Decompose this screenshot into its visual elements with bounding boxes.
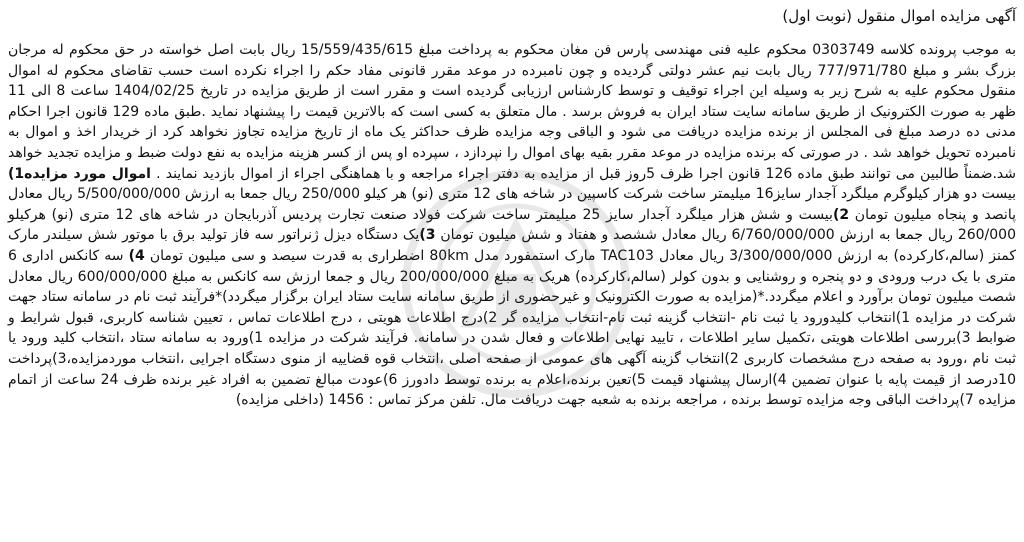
- auction-notice: [6, 4, 1018, 538]
- item-4-number: 4): [128, 247, 145, 264]
- item-2-number: 2): [832, 206, 850, 223]
- item-4-and-process-description: سه کانکس اداری 6 متری با یک درب ورودی و دو پنجره و روشنایی و بدون کولر (سالم،کارکرده) هریک به مبلغ 200/000/000 ریال و جمعا ارزش سه کانکس به مبلغ 600/000/000 ریال معادل شصت میلیون تومان برآورد و اعلام میگردد.*(مزایده به صورت الکترونیک و غیرحضوری از طریق سامانه سایت ستاد ایران برگزار میگردد)*فرآیند ثبت نام در سامانه ستاد جهت شرکت در مزایده 1)انتخاب کلیدورود یا ثبت نام -انتخاب گزینه ثبت نام-انتخاب مزایده گر 2)درج اطلاعات هویتی ، درج اطلاعات تماس ، تعیین شناسه کاربری، قبول شرایط و ضوابط 3)بررسی اطلاعات هویتی ،تکمیل سایر اطلاعات ، تایید نهایی اطلاعات و فعال شدن در سامانه. فرآیند شرکت در مزایده 1)ورود به سامانه ستاد ،انتخاب کلید ورود یا ثبت نام ،ورود به صفحه درج مشخصات کاربری 2)انتخاب گزینه آگهی های عمومی از صفحه اصلی ،انتخاب قوه قضاییه از منوی دستگاه اجرایی ،انتخاب موردمزایده،3)پرداخت 10درصد از قیمت پایه با عنوان تضمین 4)ارسال پیشنهاد قیمت 5)تعین برنده،اعلام به برنده توسط دادورز 6)عودت مبالغ تضمین به افراد غیر برنده ظرف 24 ساعت از اتمام مزایده 7)پرداخت الباقی وجه مزایده توسط برنده ، مراجعه برنده به شعبه جهت دریافت مال. تلفن مرکز تماس : 1456 (داخلی مزایده): [8, 247, 1017, 409]
- items-heading: اموال مورد مزایده1): [8, 165, 151, 182]
- item-3-number: 3): [419, 227, 436, 244]
- item-1-description: بیست دو هزار کیلوگرم میلگرد آجدار سایز16 میلیمتر ساخت شرکت کاسپین در شاخه های 12 متری (نو) هر کیلو 250/000 ریال جمعا به ارزش 5/500/000/000 ریال معادل پانصد و پنجاه میلیون تومان: [8, 186, 1016, 223]
- notice-title: آگهی مزایده اموال منقول (نوبت اول): [782, 7, 1016, 25]
- intro-paragraph: به موجب پرونده کلاسه 0303749 محکوم علیه فنی مهندسی پارس فن مغان محکوم به پرداخت مبلغ 15/559/435/615 ریال بابت اصل خواسته در حق محکوم له مرجان بزرگ بشر و مبلغ 777/971/780 ریال بابت نیم عشر دولتی گردیده و چون نامبرده در موعد مقرر قانونی مفاد حکم را اجراء نکرده است حسب تقاضای محکوم له اموال منقول محکوم علیه به شرح زیر به وسیله این اجراء توقیف و توسط کارشناس ارزیابی گردیده است و مقرر است از طریق مزایده در تاریخ 1404/02/25 ساعت 8 الی 11 ظهر به صورت الکترونیک از طریق سامانه سایت ستاد ایران به فروش برسد . مال متعلق به کسی است که بالاترین قیمت را پیشنهاد نماید .طبق ماده 129 قانون اجرا احکام مدنی ده درصد مبلغ فی المجلس از برنده مزایده دریافت می شود و الباقی وجه مزایده ظرف حداکثر یک ماه از تاریخ مزایده تجاوز نخواهد کرد از خریدار اخذ و اموال به نامبرده تحویل خواهد شد . در صورتی که برنده مزایده در موعد مقرر بقیه بهای اموال را نپردازد ، سپرده او پس از کسر هزینه مزایده به نفع دولت ضبط و مزایده تجدید خواهد شد.ضمناً طالبین می توانند طبق ماده 126 قانون اجرا ظرف 5روز قبل از مزایده به دفتر اجراء مراجعه و با هماهنگی اجراء از اموال بازدید نمایند .: [8, 42, 1017, 182]
- item-2-description: بیست و شش هزار میلگرد آجدار سایز 25 میلیمتر ساخت شرکت فولاد صنعت تجارت پردیس آذربایجان در شاخه های 12 متری (نو) هرکیلو 260/000 ریال جمعا به ارزش 6/760/000/000 ریال معادل ششصد و هفتاد و شش میلیون تومان: [8, 206, 1016, 244]
- notice-body: [6, 40, 1018, 411]
- item-3-description: یک دستگاه دیزل ژنراتور سه فاز تولید برق با موتور شش سیلندر مارک کمنز (سالم،کارکرده) به ارزش 3/300/000/000 ریال معادل TAC103 مارک استمفورد مدل 80km اضطراری به قدرت سیصد و سی میلیون تومان: [8, 227, 1016, 264]
